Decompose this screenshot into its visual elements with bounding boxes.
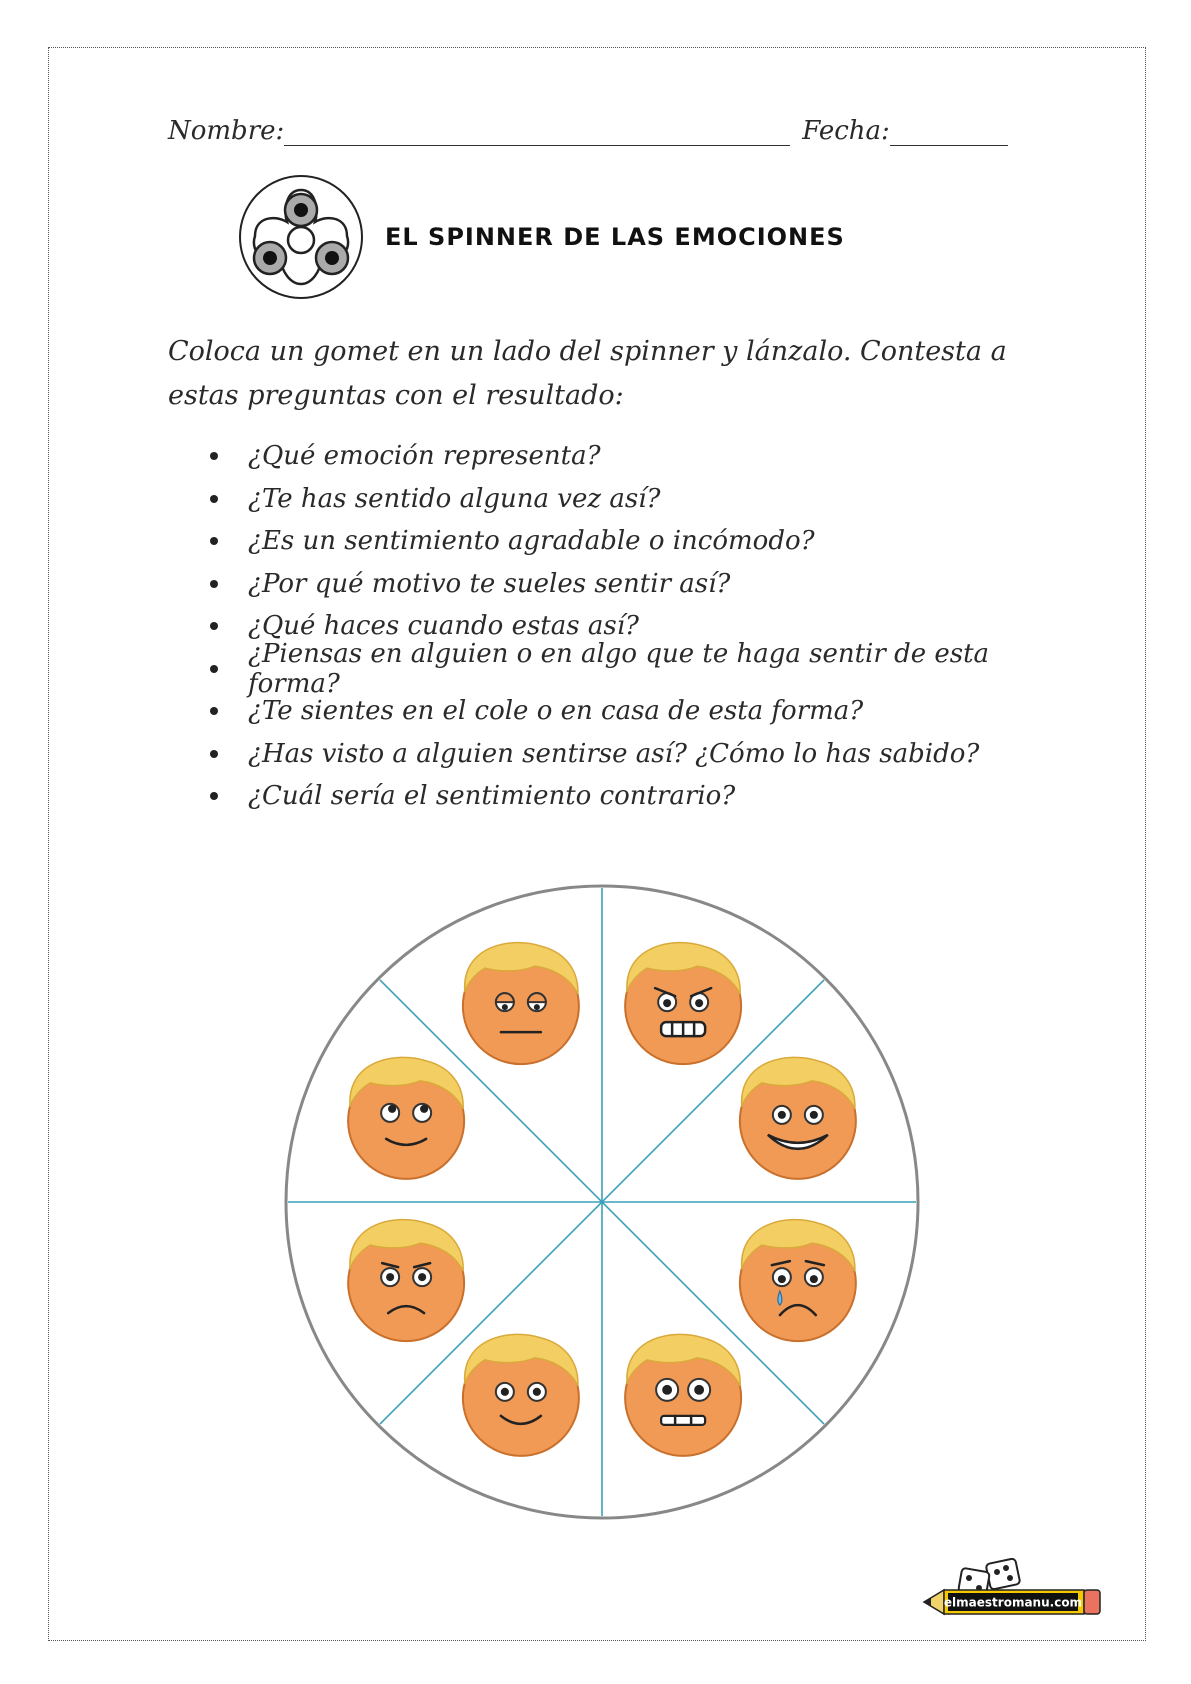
scared-face-icon[interactable] xyxy=(625,1334,741,1456)
list-item xyxy=(180,733,1060,776)
bullet-icon xyxy=(210,495,218,503)
list-item xyxy=(180,563,1060,606)
question-text: ¿Te sientes en el cole o en casa de esta forma? xyxy=(248,696,864,727)
angry-face-icon[interactable] xyxy=(625,943,741,1065)
bored-face-icon[interactable] xyxy=(463,943,579,1065)
sad-face-icon[interactable] xyxy=(348,1220,464,1342)
bullet-icon xyxy=(210,537,218,545)
question-text: ¿Te has sentido alguna vez así? xyxy=(248,483,661,514)
question-text: ¿Por qué motivo te sueles sentir así? xyxy=(248,568,731,599)
bullet-icon xyxy=(210,452,218,460)
name-label: Nombre: xyxy=(168,116,285,146)
bullet-icon xyxy=(210,622,218,630)
question-text: ¿Has visto a alguien sentirse así? ¿Cómo lo has sabido? xyxy=(248,738,980,769)
site-logo xyxy=(922,1558,1108,1626)
fidget-spinner-icon xyxy=(235,174,367,300)
bullet-icon xyxy=(210,707,218,715)
name-field-line[interactable] xyxy=(284,119,790,146)
happy-face-icon[interactable] xyxy=(740,1057,856,1179)
question-text: ¿Piensas en alguien o en algo que te haga sentir de esta forma? xyxy=(248,638,990,699)
bullet-icon xyxy=(210,792,218,800)
question-text: ¿Qué emoción representa? xyxy=(248,441,601,472)
bullet-icon xyxy=(210,580,218,588)
question-text: ¿Qué haces cuando estas así? xyxy=(248,611,639,642)
title-row xyxy=(235,174,845,300)
thinking-face-icon[interactable] xyxy=(348,1057,464,1179)
bullet-icon xyxy=(210,665,218,673)
list-item xyxy=(180,775,1060,818)
page-title: EL SPINNER DE LAS EMOCIONES xyxy=(385,223,845,251)
calm-smile-face-icon[interactable] xyxy=(463,1334,579,1456)
question-text: ¿Cuál sería el sentimiento contrario? xyxy=(248,781,736,812)
question-list xyxy=(180,435,1060,818)
emotion-spinner-wheel[interactable] xyxy=(282,882,922,1522)
date-field-line[interactable] xyxy=(890,119,1008,146)
list-item xyxy=(180,435,1060,478)
logo-text: elmaestromanu.com xyxy=(943,1595,1083,1610)
list-item xyxy=(180,478,1060,521)
question-text: ¿Es un sentimiento agradable o incómodo? xyxy=(248,526,815,557)
bullet-icon xyxy=(210,750,218,758)
date-label: Fecha: xyxy=(802,116,890,146)
header-fields xyxy=(168,112,1008,146)
instructions: Coloca un gomet en un lado del spinner y lánzalo. Contesta a estas preguntas con el resultado: xyxy=(168,336,1007,411)
list-item xyxy=(180,520,1060,563)
list-item xyxy=(180,638,1060,699)
sad-crying-face-icon[interactable] xyxy=(740,1220,856,1342)
